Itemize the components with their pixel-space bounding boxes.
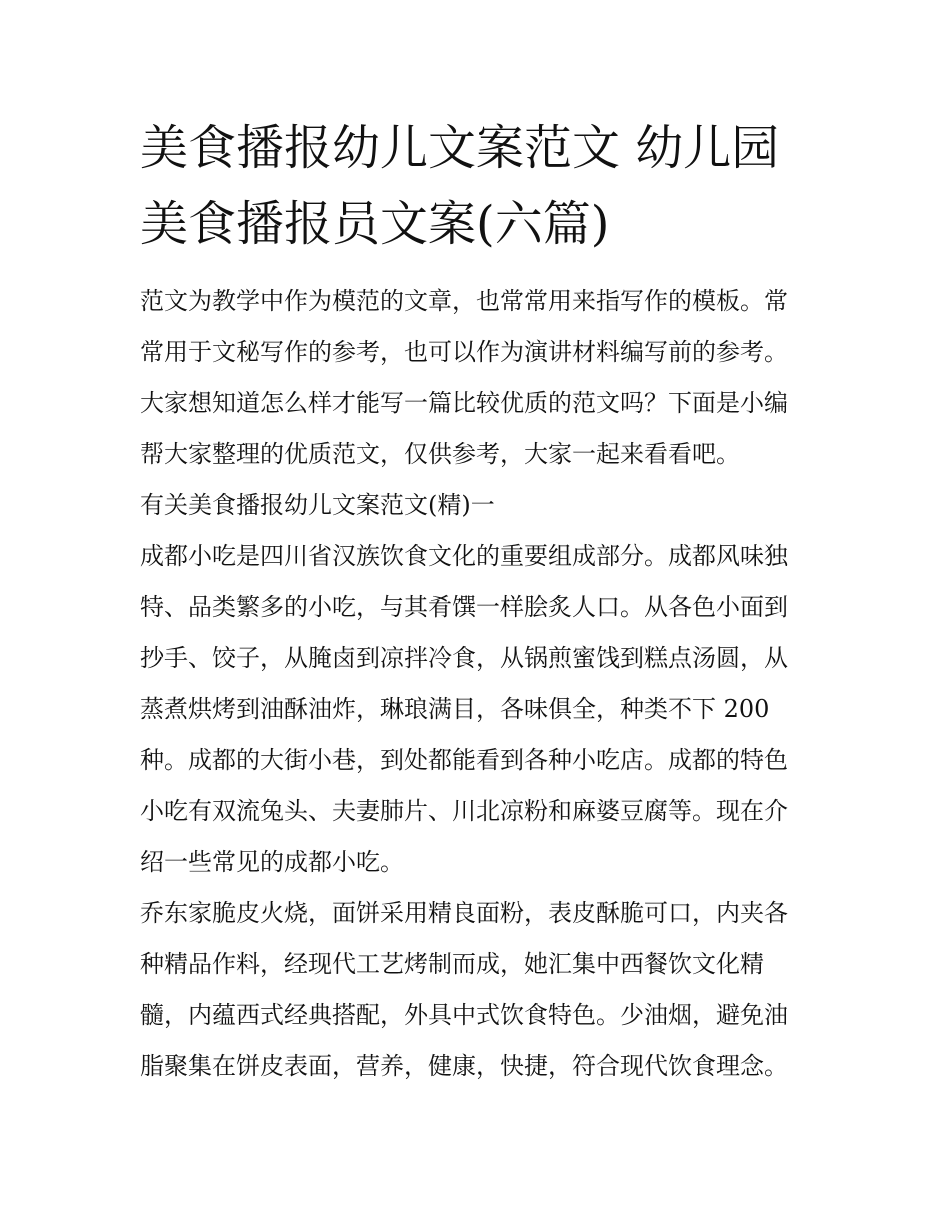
paragraph-1-line-2: 特、品类繁多的小吃，与其肴馔一样脍炙人口。从各色小面到	[140, 593, 788, 621]
intro-line-2: 常用于文秘写作的参考，也可以作为演讲材料编写前的参考。	[140, 338, 788, 366]
section-heading: 有关美食播报幼儿文案范文(精)一	[140, 491, 495, 519]
paragraph-1-line-4: 蒸煮烘烤到油酥油炸，琳琅满目，各味俱全，种类不下 200	[140, 695, 770, 723]
intro-line-1: 范文为教学中作为模范的文章，也常常用来指写作的模板。常	[140, 287, 788, 315]
paragraph-2-line-3: 髓，内蕴西式经典搭配，外具中式饮食特色。少油烟，避免油	[140, 1001, 788, 1029]
document-title	[140, 110, 830, 262]
title-line-2: 美食播报员文案(六篇)	[140, 196, 610, 252]
paragraph-2-line-1: 乔东家脆皮火烧，面饼采用精良面粉，表皮酥脆可口，内夹各	[140, 899, 788, 927]
intro-line-4: 帮大家整理的优质范文，仅供参考，大家一起来看看吧。	[140, 440, 740, 468]
paragraph-1-line-3: 抄手、饺子，从腌卤到凉拌冷食，从锅煎蜜饯到糕点汤圆，从	[140, 644, 788, 672]
intro-line-3: 大家想知道怎么样才能写一篇比较优质的范文吗？下面是小编	[140, 389, 788, 417]
paragraph-1-line-1: 成都小吃是四川省汉族饮食文化的重要组成部分。成都风味独	[140, 542, 788, 570]
document-body	[140, 276, 820, 1092]
paragraph-2-line-2: 种精品作料，经现代工艺烤制而成，她汇集中西餐饮文化精	[140, 950, 764, 978]
paragraph-1-line-6: 小吃有双流兔头、夫妻肺片、川北凉粉和麻婆豆腐等。现在介	[140, 797, 788, 825]
paragraph-1-line-7: 绍一些常见的成都小吃。	[140, 848, 404, 876]
paragraph-1-line-5: 种。成都的大街小巷，到处都能看到各种小吃店。成都的特色	[140, 746, 788, 774]
title-line-1: 美食播报幼儿文案范文 幼儿园	[140, 120, 780, 176]
paragraph-2-line-4: 脂聚集在饼皮表面，营养，健康，快捷，符合现代饮食理念。	[140, 1052, 788, 1080]
